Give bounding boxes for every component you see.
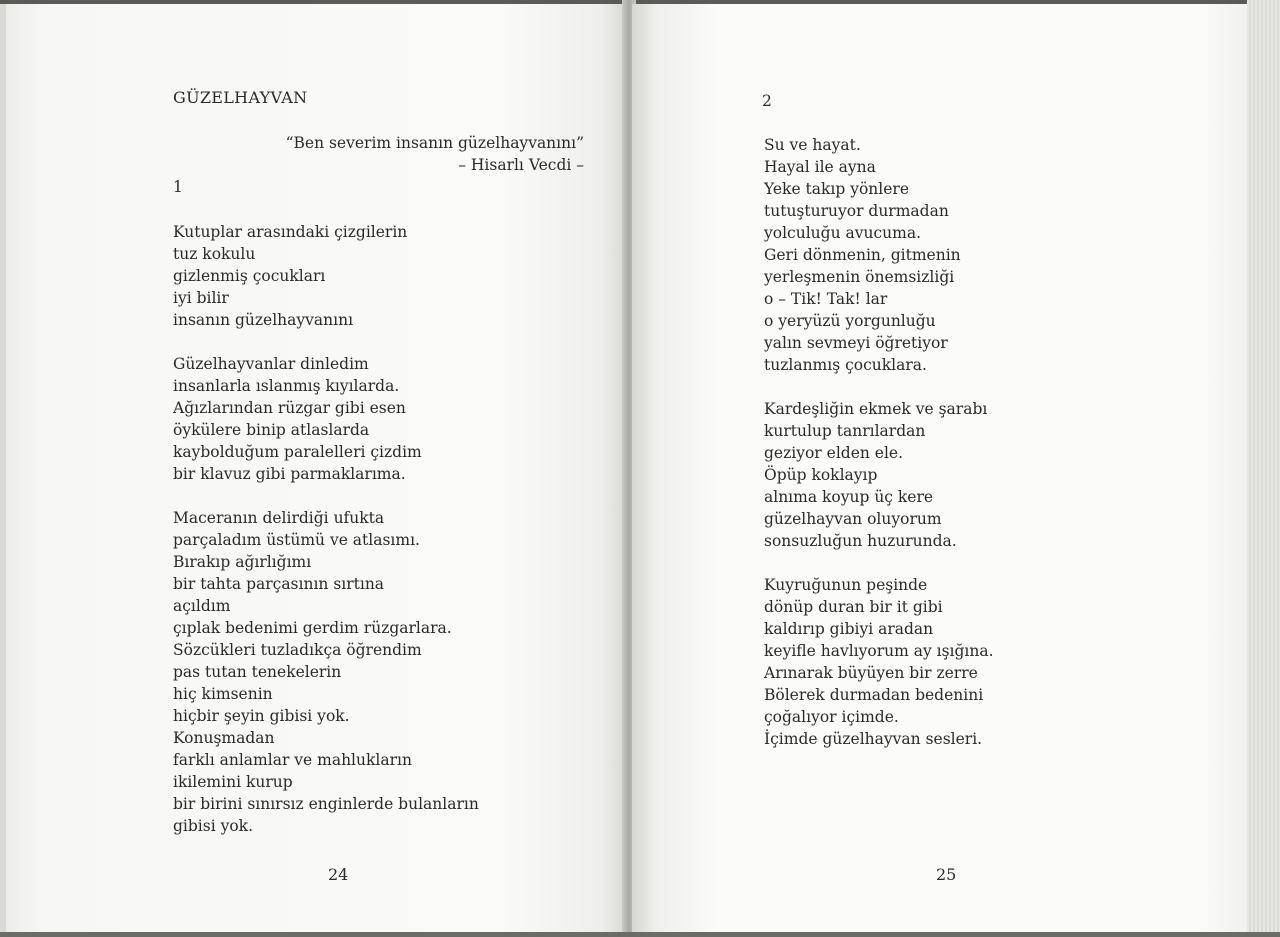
- verse-line: Kutuplar arasındaki çizgilerin: [173, 223, 408, 241]
- left-page: [6, 4, 626, 932]
- verse-line: parçaladım üstümü ve atlasımı.: [173, 531, 420, 549]
- verse-line: farklı anlamlar ve mahlukların: [173, 751, 412, 769]
- verse-line: İçimde güzelhayvan sesleri.: [764, 730, 983, 748]
- verse-line: Hayal ile ayna: [764, 158, 876, 176]
- verse-line: Konuşmadan: [173, 729, 275, 747]
- verse-line: tuz kokulu: [173, 245, 256, 263]
- verse-line: Su ve hayat.: [764, 136, 861, 154]
- verse-line: gizlenmiş çocukları: [173, 267, 326, 285]
- verse-line: Güzelhayvanlar dinledim: [173, 355, 369, 373]
- section-number-1: 1: [173, 178, 183, 196]
- verse-line: bir birini sınırsız enginlerde bulanların: [173, 795, 479, 813]
- verse-line: çoğalıyor içimde.: [764, 708, 899, 726]
- verse-line: geziyor elden ele.: [764, 444, 904, 462]
- verse-line: bir klavuz gibi parmaklarıma.: [173, 465, 406, 483]
- verse-line: yolculuğu avucuma.: [764, 224, 921, 242]
- verse-line: kurtulup tanrılardan: [764, 422, 926, 440]
- verse-line: insanın güzelhayvanını: [173, 311, 354, 329]
- verse-line: iyi bilir: [173, 289, 229, 307]
- epigraph: [256, 132, 584, 176]
- verse-line: Kardeşliğin ekmek ve şarabı: [764, 400, 988, 418]
- right-page: [632, 4, 1247, 932]
- verse-line: tutuşturuyor durmadan: [764, 202, 949, 220]
- verse-line: yalın sevmeyi öğretiyor: [764, 334, 948, 352]
- stanza: [173, 353, 479, 485]
- verse-line: Öpüp koklayıp: [764, 466, 878, 484]
- epigraph-author: – Hisarlı Vecdi –: [458, 156, 584, 174]
- verse-line: Geri dönmenin, gitmenin: [764, 246, 961, 264]
- verse-line: kaldırıp gibiyi aradan: [764, 620, 934, 638]
- verse-line: o yeryüzü yorgunluğu: [764, 312, 936, 330]
- verse-line: Ağızlarından rüzgar gibi esen: [173, 399, 406, 417]
- stanza: [173, 221, 479, 331]
- verse-line: Bölerek durmadan bedenini: [764, 686, 984, 704]
- verse-line: yerleşmenin önemsizliği: [764, 268, 955, 286]
- verse-line: açıldım: [173, 597, 231, 615]
- verse-line: Arınarak büyüyen bir zerre: [764, 664, 978, 682]
- section-number-2: 2: [762, 92, 772, 110]
- page-number-left: 24: [328, 865, 349, 884]
- verse-line: Maceranın delirdiği ufukta: [173, 509, 385, 527]
- verse-line: öykülere binip atlaslarda: [173, 421, 370, 439]
- verse-line: ikilemini kurup: [173, 773, 293, 791]
- epigraph-quote: “Ben severim insanın güzelhayvanını”: [285, 134, 584, 152]
- stanza: [173, 507, 479, 837]
- verse-line: Kuyruğunun peşinde: [764, 576, 928, 594]
- verse-line: tuzlanmış çocuklara.: [764, 356, 927, 374]
- stanza: [764, 134, 994, 376]
- verse-line: Sözcükleri tuzladıkça öğrendim: [173, 641, 422, 659]
- poem-body-right: [764, 134, 994, 750]
- verse-line: gibisi yok.: [173, 817, 254, 835]
- verse-line: pas tutan tenekelerin: [173, 663, 342, 681]
- verse-line: hiçbir şeyin gibisi yok.: [173, 707, 350, 725]
- verse-line: insanlarla ıslanmış kıyılarda.: [173, 377, 400, 395]
- book-page-edges: [1247, 0, 1280, 937]
- verse-line: Bırakıp ağırlığımı: [173, 553, 312, 571]
- page-number-right: 25: [936, 865, 957, 884]
- verse-line: Yeke takıp yönlere: [764, 180, 910, 198]
- stanza: [764, 398, 994, 552]
- verse-line: güzelhayvan oluyorum: [764, 510, 942, 528]
- verse-line: keyifle havlıyorum ay ışığına.: [764, 642, 994, 660]
- verse-line: kaybolduğum paralelleri çizdim: [173, 443, 422, 461]
- verse-line: o – Tik! Tak! lar: [764, 290, 888, 308]
- poem-body-left: [173, 221, 479, 837]
- verse-line: çıplak bedenimi gerdim rüzgarlara.: [173, 619, 452, 637]
- poem-title: GÜZELHAYVAN: [173, 88, 308, 107]
- book-bottom-edge: [0, 932, 1280, 937]
- verse-line: sonsuzluğun huzurunda.: [764, 532, 957, 550]
- stanza: [764, 574, 994, 750]
- verse-line: dönüp duran bir it gibi: [764, 598, 943, 616]
- verse-line: alnıma koyup üç kere: [764, 488, 934, 506]
- verse-line: bir tahta parçasının sırtına: [173, 575, 385, 593]
- verse-line: hiç kimsenin: [173, 685, 273, 703]
